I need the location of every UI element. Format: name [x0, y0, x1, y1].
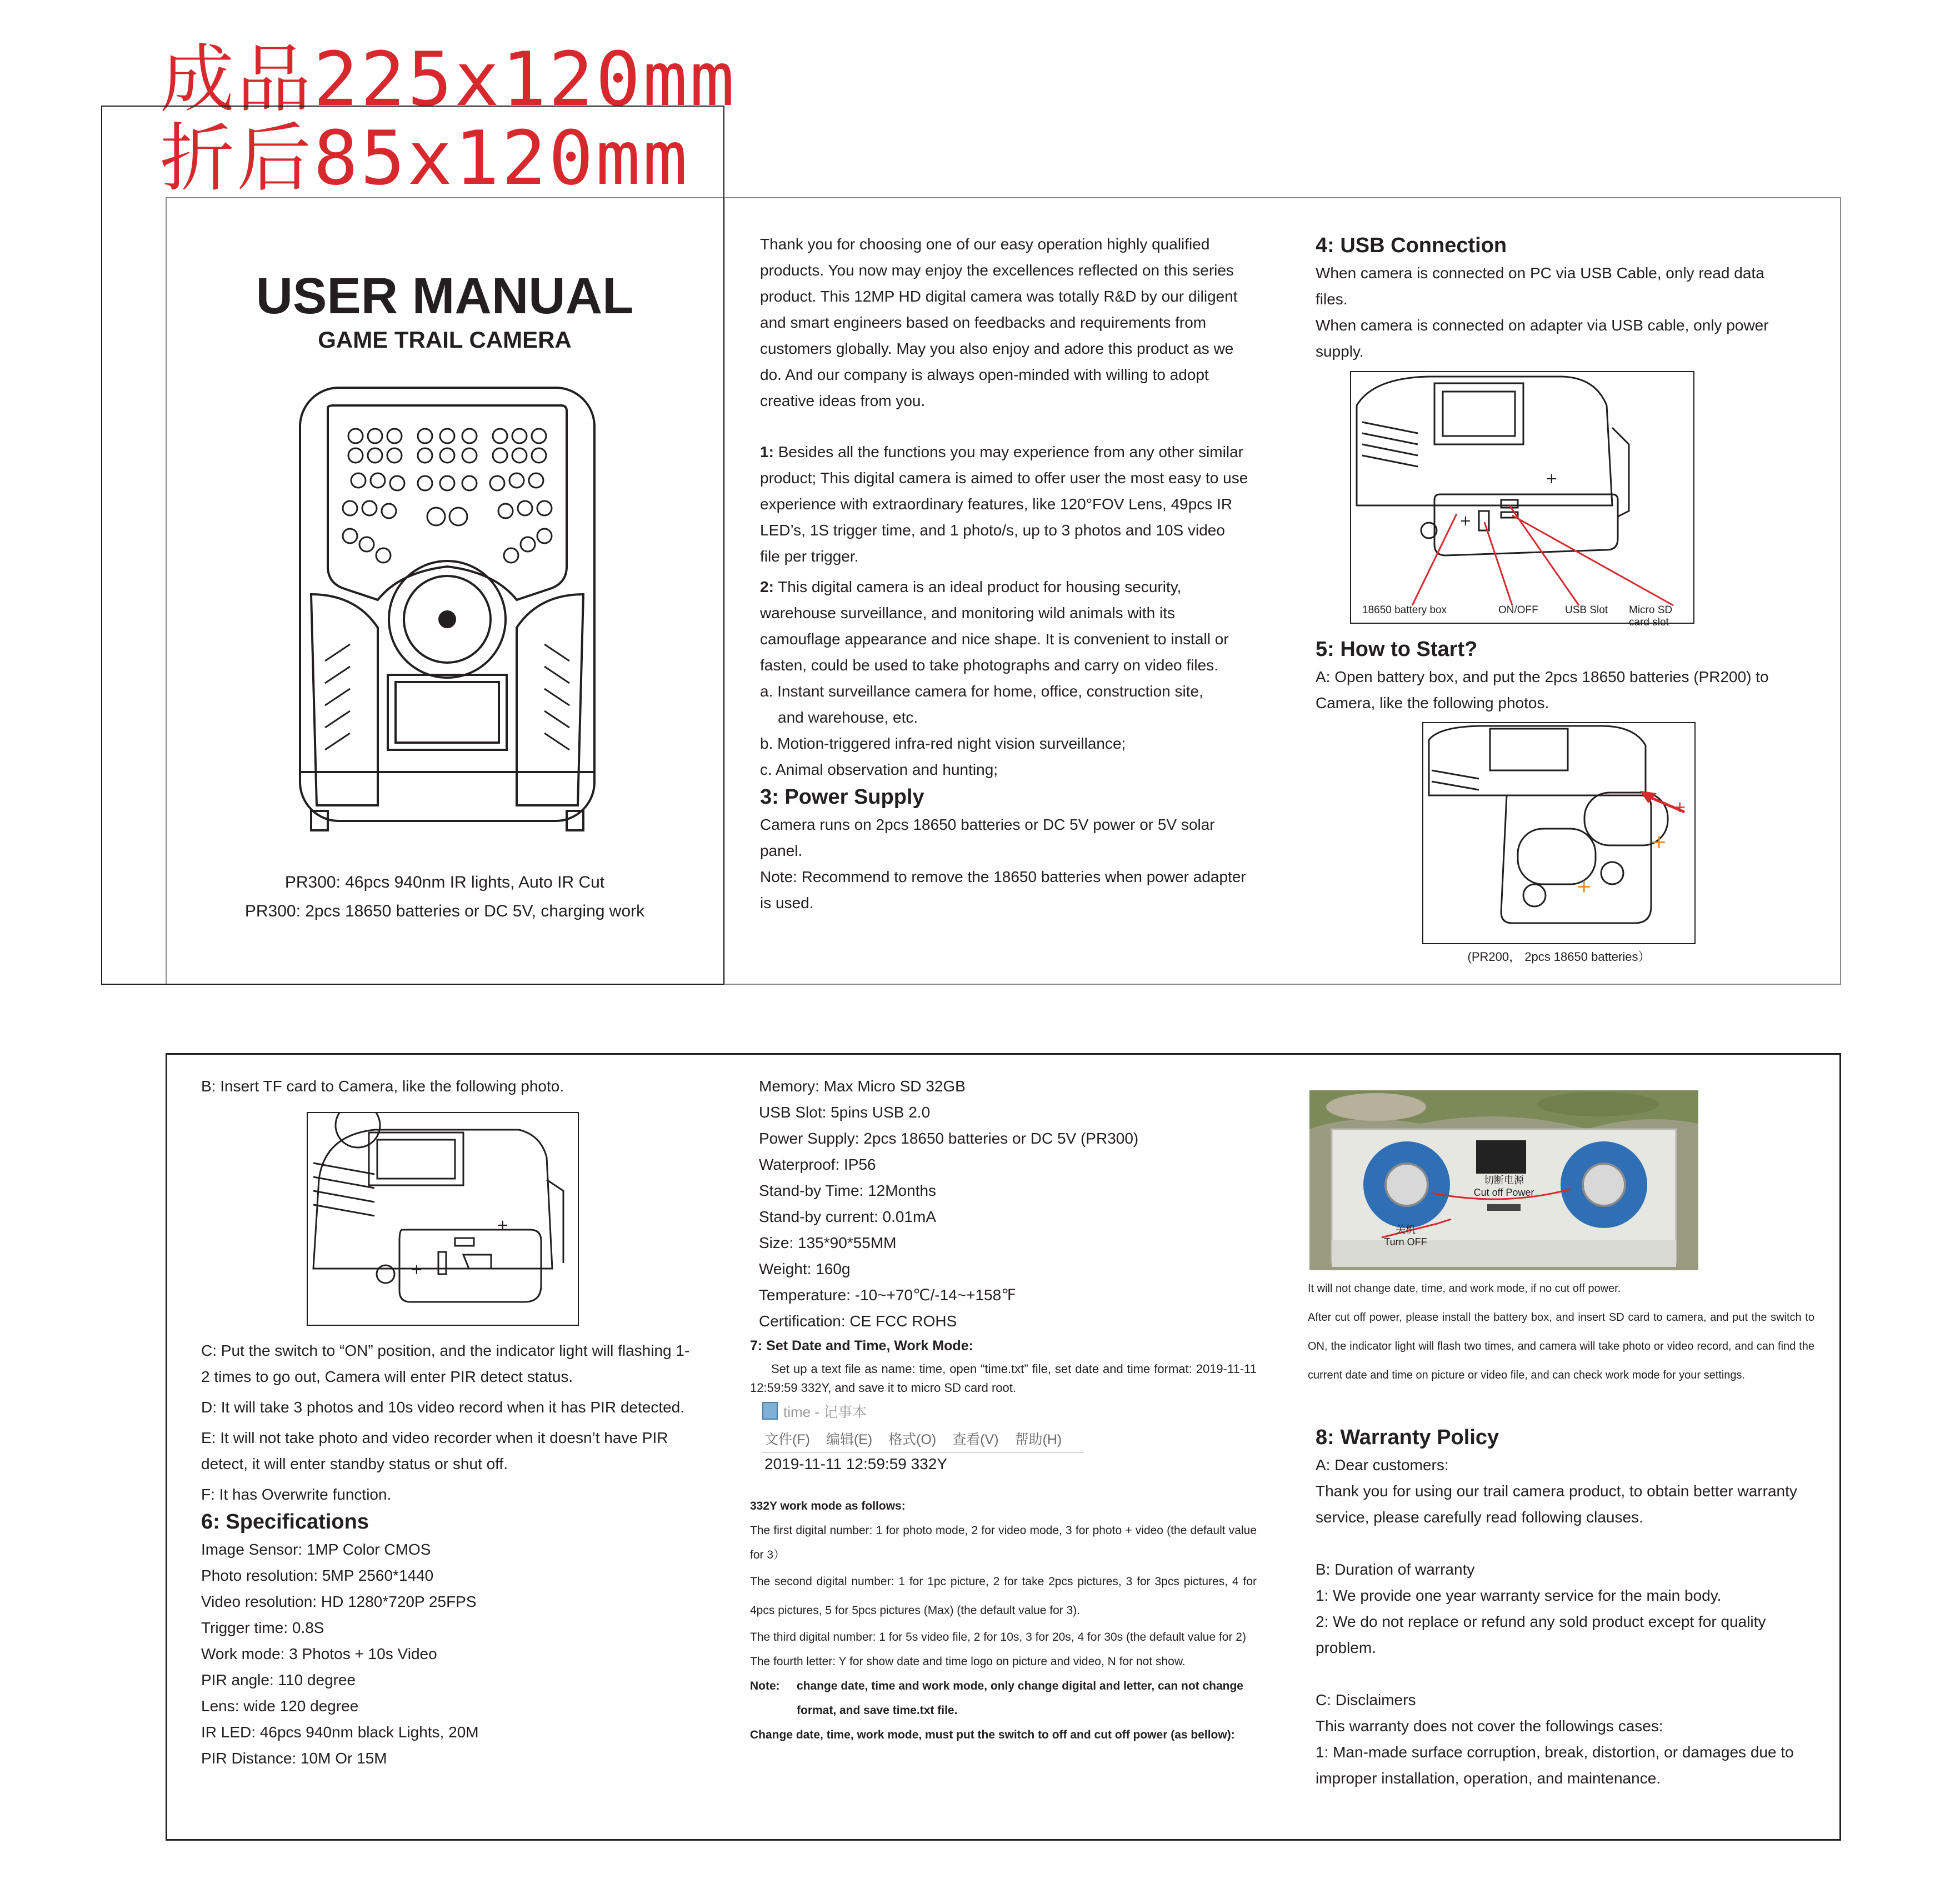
first-digit-text: The first digital number: 1 for photo mode, 2 for video mode, 3 for photo + video (the default value for 3）	[750, 1524, 1257, 1561]
cut-off-power-label-en: Cut off Power	[1473, 1187, 1534, 1198]
cut-off-note-2: After cut off power, please install the battery box, and insert SD card to camera, and put the switch to ON, the indicator light will flash two times, and camera will take photo or video record, and can find the current date and time on picture or video file, and can check work mode for your settings.	[1308, 1311, 1814, 1381]
cover-spec-1: PR300: 46pcs 940nm IR lights, Auto IR Cut	[284, 873, 605, 891]
second-digit-text: The second digital number: 1 for 1pc picture, 2 for take 2pcs pictures, 3 for 3pcs pictures, 4 for 4pcs pictures, 5 for 5pcs pictures (Max) (the default value for 3).	[750, 1575, 1257, 1617]
notepad-title: time - 记事本	[783, 1403, 867, 1420]
warranty-b-2: 2: We do not replace or refund any sold product except for quality problem.	[1316, 1613, 1766, 1656]
step-d: D: It will take 3 photos and 10s video record when it has PIR detected.	[201, 1399, 685, 1416]
work-mode-column	[750, 1494, 1257, 1747]
change-note: Change date, time, work mode, must put the switch to off and cut off power (as bellow):	[750, 1728, 1235, 1741]
note-row	[750, 1674, 1257, 1723]
warranty-a-label: A: Dear customers:	[1316, 1456, 1449, 1474]
spec-item: Power Supply: 2pcs 18650 batteries or DC 5V (PR300)	[759, 1130, 1139, 1147]
spec-item: Certification: CE FCC ROHS	[759, 1312, 957, 1330]
power-supply-note: Note: Recommend to remove the 18650 batteries when power adapter is used.	[760, 868, 1246, 911]
set-date-column	[750, 1336, 1257, 1397]
notepad-menu-view[interactable]: 查看(V)	[952, 1432, 999, 1447]
turn-off-label-cn: 关机	[1396, 1224, 1416, 1235]
point-2	[760, 574, 1249, 678]
usb-ports-illustration	[1350, 371, 1694, 628]
use-a: a. Instant surveillance camera for home, office, construction site,	[760, 683, 1203, 700]
battery-install-illustration	[1422, 722, 1696, 944]
specs-heading: 6: Specifications	[201, 1510, 369, 1534]
turn-off-label-en: Turn OFF	[1384, 1236, 1427, 1247]
warranty-c-1: 1: Man-made surface corruption, break, distortion, or damages due to improper installation, operation, and maintenance.	[1316, 1743, 1794, 1787]
spec-item: Trigger time: 0.8S	[201, 1619, 324, 1636]
fold-line	[724, 197, 725, 985]
label-battery-box: 18650 battery box	[1362, 604, 1447, 616]
notepad-menu-help[interactable]: 帮助(H)	[1014, 1432, 1062, 1447]
manual-title: USER MANUAL	[256, 268, 634, 324]
spec-item: Weight: 160g	[759, 1260, 851, 1277]
svg-text:+: +	[1459, 513, 1472, 529]
tf-card-illustration	[307, 1112, 579, 1326]
usb-line-1: When camera is connected on PC via USB Cable, only read data files.	[1316, 264, 1764, 308]
usb-line-2: When camera is connected on adapter via USB cable, only power supply.	[1316, 317, 1769, 360]
warranty-c-text: This warranty does not cover the followings cases:	[1316, 1717, 1663, 1735]
label-on-off: ON/OFF	[1498, 604, 1538, 616]
work-mode-heading: 332Y work mode as follows:	[750, 1500, 906, 1512]
spec-item: Image Sensor: 1MP Color CMOS	[201, 1541, 431, 1558]
point-1	[760, 439, 1249, 569]
set-date-heading: 7: Set Date and Time, Work Mode:	[750, 1338, 973, 1354]
step-f: F: It has Overwrite function.	[201, 1486, 392, 1503]
spec-item: Video resolution: HD 1280*720P 25FPS	[201, 1593, 477, 1610]
spec-item: Memory: Max Micro SD 32GB	[759, 1078, 966, 1095]
notepad-menu-file[interactable]: 文件(F)	[764, 1432, 810, 1447]
manual-subtitle: GAME TRAIL CAMERA	[318, 327, 572, 353]
notepad-menu-format[interactable]: 格式(O)	[888, 1432, 937, 1447]
spec-item: Stand-by current: 0.01mA	[759, 1208, 937, 1225]
third-digit-text: The third digital number: 1 for 5s video file, 2 for 10s, 3 for 20s, 4 for 30s (the default value for 2)	[750, 1631, 1246, 1644]
spec-item: Stand-by Time: 12Months	[759, 1182, 937, 1199]
svg-text:+: +	[1651, 831, 1667, 853]
warranty-b-1: 1: We provide one year warranty service for the main body.	[1316, 1587, 1722, 1604]
svg-text:+: +	[497, 1217, 509, 1234]
spec-item: IR LED: 46pcs 940nm black Lights, 20M	[201, 1723, 479, 1741]
svg-text:+: +	[1546, 470, 1558, 487]
notepad-title-bar	[762, 1400, 1084, 1422]
how-to-start-column	[1316, 635, 1799, 716]
svg-text:+: +	[411, 1261, 423, 1278]
cut-off-note-1: It will not change date, time, and work mode, if no cut off power.	[1308, 1282, 1621, 1295]
spec-item: Work mode: 3 Photos + 10s Video	[201, 1645, 437, 1662]
notepad-content: 2019-11-11 12:59:59 332Y	[764, 1455, 948, 1472]
warranty-column	[1316, 1423, 1804, 1791]
set-date-text: Set up a text file as name: time, open “time.txt” file, set date and time format: 2019-11-11 12:59:59 332Y, and save it to micro SD card root.	[750, 1362, 1257, 1395]
battery-caption: (PR200， 2pcs 18650 batteries）	[1467, 950, 1651, 964]
notepad-icon	[762, 1402, 778, 1420]
note-label: Note:	[750, 1680, 780, 1692]
cover-spec-2: PR300: 2pcs 18650 batteries or DC 5V, charging work	[244, 902, 645, 920]
camera-front-illustration	[294, 383, 600, 850]
notepad-menu-edit[interactable]: 编辑(E)	[826, 1432, 873, 1447]
usb-column	[1316, 231, 1799, 364]
spec-item: Temperature: -10~+70℃/-14~+158℉	[759, 1286, 1016, 1304]
note-text: change date, time and work mode, only change digital and letter, can not change format, and save time.txt file.	[797, 1680, 1243, 1717]
spec-item: PIR angle: 110 degree	[201, 1671, 356, 1688]
point-2-label: 2:	[760, 578, 774, 595]
point-1-label: 1:	[760, 443, 774, 460]
warranty-c-label: C: Disclaimers	[1316, 1691, 1416, 1708]
intro-column	[760, 231, 1249, 916]
use-c: c. Animal observation and hunting;	[760, 761, 998, 778]
use-b: b. Motion-triggered infra-red night vision surveillance;	[760, 735, 1126, 752]
spec-item: Photo resolution: 5MP 2560*1440	[201, 1567, 434, 1584]
specs-column-2	[759, 1073, 1248, 1334]
step-c: C: Put the switch to “ON” position, and the indicator light will flashing 1-2 times to go out, Camera will enter PIR detect status.	[201, 1342, 690, 1385]
folded-size-label: 折后85x120mm	[160, 115, 690, 202]
use-a-cont: and warehouse, etc.	[778, 709, 918, 726]
cut-off-power-label	[1457, 1174, 1551, 1199]
how-to-start-step-a: A: Open battery box, and put the 2pcs 18650 batteries (PR200) to Camera, like the following photos.	[1316, 668, 1769, 712]
label-usb-slot: USB Slot	[1565, 604, 1608, 616]
finished-size-label: 成品225x120mm	[160, 36, 737, 123]
power-supply-heading: 3: Power Supply	[760, 785, 924, 809]
warranty-a-text: Thank you for using our trail camera product, to obtain better warranty service, please carefully read following clauses.	[1316, 1482, 1797, 1526]
spec-item: Waterproof: IP56	[759, 1156, 876, 1173]
step-e: E: It will not take photo and video recorder when it doesn’t have PIR detect, it will enter standby status or shut off.	[201, 1429, 668, 1472]
notepad-window	[762, 1400, 1084, 1483]
how-to-start-heading: 5: How to Start?	[1316, 638, 1478, 661]
spec-item: Size: 135*90*55MM	[759, 1234, 897, 1251]
intro-paragraph: Thank you for choosing one of our easy operation highly qualified products. You now may enjoy the excellences reflected on this series product. This 12MP HD digital camera was totally R&D by our diligent and smart engineers based on feedbacks and requirements from customers globally. May you also enjoy and adore this product as we do. And our company is always open-minded with willing to adopt creative ideas from you.	[760, 236, 1238, 409]
warranty-heading: 8: Warranty Policy	[1316, 1426, 1499, 1449]
steps-column	[201, 1337, 690, 1771]
usb-heading: 4: USB Connection	[1316, 234, 1507, 257]
spec-item: USB Slot: 5pins USB 2.0	[759, 1104, 931, 1121]
power-supply-text: Camera runs on 2pcs 18650 batteries or DC 5V power or 5V solar panel.	[760, 816, 1215, 859]
point-2-text: This digital camera is an ideal product for housing security, warehouse surveillance, and monitoring wild animals with its camouflage appearance and nice shape. It is convenient to install or fasten, could be used to take photographs and carry on video files.	[760, 578, 1229, 674]
cut-off-power-label-cn: 切断电源	[1484, 1175, 1524, 1186]
fourth-letter-text: The fourth letter: Y for show date and time logo on picture and video, N for not show.	[750, 1655, 1186, 1668]
turn-off-label	[1367, 1224, 1444, 1248]
point-1-text: Besides all the functions you may experience from any other similar product; This digital camera is aimed to offer user the most easy to use experience with extraordinary features, like 120°FOV Lens, 49pcs IR LED’s, 1S trigger time, and 1 photo/s, up to 3 photos and 10S video file per trigger.	[760, 443, 1248, 565]
svg-text:+: +	[1673, 798, 1687, 816]
svg-text:+: +	[1576, 875, 1592, 898]
step-b-text: B: Insert TF card to Camera, like the following photo.	[201, 1078, 564, 1095]
cut-off-notes	[1308, 1274, 1814, 1390]
label-sd-slot: Micro SD card slot	[1629, 604, 1673, 628]
spec-item: PIR Distance: 10M Or 15M	[201, 1750, 387, 1767]
spec-item: Lens: wide 120 degree	[201, 1697, 359, 1715]
warranty-b-label: B: Duration of warranty	[1316, 1561, 1475, 1578]
notepad-menu-bar	[762, 1429, 1084, 1453]
